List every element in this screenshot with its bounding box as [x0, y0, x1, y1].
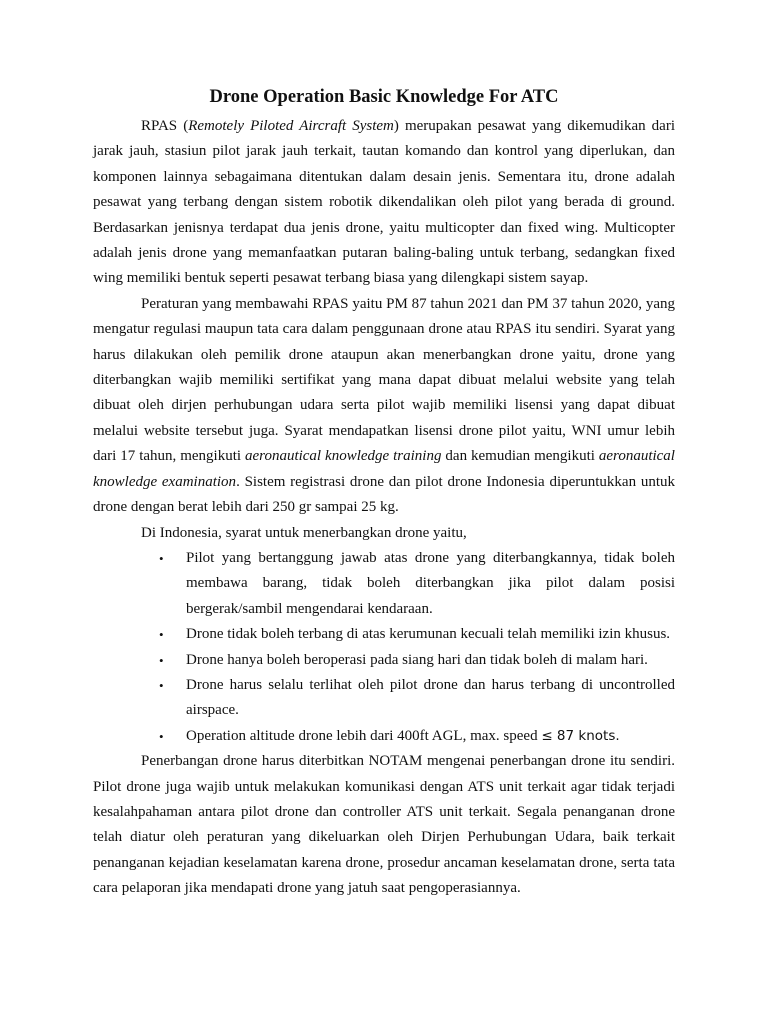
list-item	[93, 724, 675, 749]
speed-limit-text: ≤ 87 knots.	[541, 727, 620, 744]
paragraph-requirements-intro: Di Indonesia, syarat untuk menerbangkan drone yaitu,	[141, 524, 467, 541]
list-item-text: Drone tidak boleh terbang di atas kerumunan kecuali telah memiliki izin khusus.	[186, 626, 671, 643]
bullet-icon: •	[159, 550, 164, 566]
bullet-icon: •	[159, 728, 164, 744]
paragraph-text: ) merupakan pesawat yang dikemudikan dari jarak jauh, stasiun pilot jarak jauh terkait, tautan komando dan kontrol yang diperlukan, dan komponen lainnya sebagaimana ditentukan dalam desain jenis. Sementara itu, drone adalah pesawat yang terbang dengan sistem robotik dikendalikan oleh pilot yang berada di ground. Berdasarkan jenisnya terdapat dua jenis drone, yaitu multicopter dan fixed wing. Multicopter adalah jenis drone yang memanfaatkan putaran baling-baling untuk terbang, sedangkan fixed wing memiliki bentuk seperti pesawat terbang biasa yang dilengkapi sistem sayap.	[93, 118, 675, 287]
paragraph-text: Peraturan yang membawahi RPAS yaitu PM 87 tahun 2021 dan PM 37 tahun 2020, yang mengatur regulasi maupun tata cara dalam penggunaan drone atau RPAS itu sendiri. Syarat yang harus dilakukan oleh pemilik drone ataupun akan menerbangkan drone yaitu, drone yang diterbangkan wajib memiliki sertifikat yang mana dapat dibuat melalui website yang telah dibuat oleh dirjen perhubungan udara serta pilot wajib memiliki lisensi yang dapat dibuat melalui website tersebut juga. Syarat mendapatkan lisensi drone pilot yaitu, WNI umur lebih dari 17 tahun, mengikuti	[93, 295, 675, 465]
paragraph-text: RPAS (	[141, 118, 189, 134]
paragraph-text: . Sistem registrasi drone dan pilot drone Indonesia diperuntukkan untuk drone dengan berat lebih dari 250 gr sampai 25 kg.	[93, 473, 676, 516]
paragraph-text: dan kemudian mengikuti	[441, 448, 599, 465]
italic-term: aeronautical knowledge examination	[93, 448, 675, 490]
list-item	[93, 546, 675, 622]
paragraph-notam: Penerbangan drone harus diterbitkan NOTAM mengenai penerbangan drone itu sendiri. Pilot drone juga wajib untuk melakukan komunikasi dengan ATS unit terkait agar tidak terjadi kesalahpahaman antara pilot drone dan controller ATS unit terkait. Segala penanganan drone telah diatur oleh peraturan yang dikeluarkan oleh Dirjen Perhubungan Udara, baik terkait penanganan kejadian keselamatan karena drone, prosedur ancaman keselamatan drone, serta tata cara pelaporan jika mendapati drone yang jatuh saat pengoperasiannya.	[93, 753, 675, 897]
list-item-text: Drone harus selalu terlihat oleh pilot drone dan harus terbang di uncontrolled airspace.	[186, 676, 675, 719]
document-title: Drone Operation Basic Knowledge For ATC	[209, 87, 559, 107]
paragraph-rpas-definition	[93, 114, 675, 292]
italic-term: aeronautical knowledge training	[245, 448, 442, 465]
bullet-icon: •	[159, 627, 164, 643]
bullet-icon: •	[159, 677, 164, 693]
requirements-list	[93, 546, 675, 749]
document-page	[93, 86, 675, 902]
bullet-icon: •	[159, 652, 164, 668]
list-item-text: Drone hanya boleh beroperasi pada siang hari dan tidak boleh di malam hari.	[186, 651, 648, 668]
list-item-text: Operation altitude drone lebih dari 400ft AGL, max. speed	[186, 727, 542, 744]
list-item	[93, 673, 675, 724]
paragraph-regulations	[93, 292, 675, 521]
list-item	[93, 622, 675, 647]
list-item-text: Pilot yang bertanggung jawab atas drone yang diterbangkannya, tidak boleh membawa barang, tidak boleh diterbangkan jika pilot dalam posisi bergerak/sambil mengendarai kendaraan.	[186, 549, 675, 617]
italic-term: Remotely Piloted Aircraft System	[188, 118, 394, 134]
list-item	[93, 648, 675, 673]
